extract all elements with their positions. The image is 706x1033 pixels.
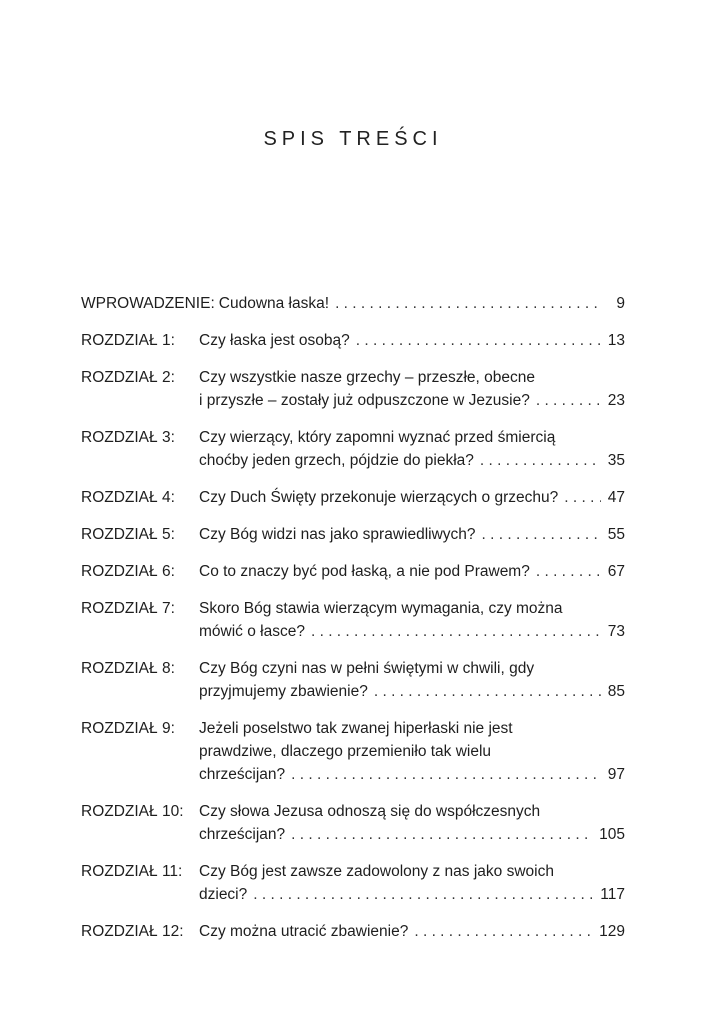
toc-entry-title-line: Czy słowa Jezusa odnoszą się do współczesnych bbox=[199, 803, 541, 820]
toc-entry-title bbox=[199, 329, 625, 352]
dot-leader bbox=[356, 329, 601, 352]
toc-entry-title bbox=[199, 366, 625, 412]
toc-entry-chapter-1 bbox=[81, 329, 625, 352]
toc-entry-title bbox=[199, 860, 625, 906]
dot-leader bbox=[536, 389, 601, 412]
toc-entry-label: ROZDZIAŁ 2: bbox=[81, 369, 175, 386]
toc-entry-title bbox=[199, 657, 625, 703]
toc-entry-title bbox=[199, 920, 625, 943]
toc-entry-title-line: Czy Duch Święty przekonuje wierzących o grzechu? bbox=[199, 489, 559, 506]
page-number: 47 bbox=[607, 489, 625, 506]
toc-entry-title-line: choćby jeden grzech, pójdzie do piekła? bbox=[199, 452, 474, 469]
toc-entry-chapter-6 bbox=[81, 560, 625, 583]
toc-entry-label: ROZDZIAŁ 5: bbox=[81, 526, 175, 543]
page-number: 105 bbox=[599, 826, 625, 843]
toc-entry-title-line: przyjmujemy zbawienie? bbox=[199, 683, 368, 700]
dot-leader bbox=[482, 523, 601, 546]
page-number: 117 bbox=[600, 886, 625, 903]
page-title: SPIS TREŚCI bbox=[263, 128, 443, 150]
toc-entry-title bbox=[199, 800, 625, 846]
page-number: 9 bbox=[616, 295, 625, 312]
toc-entry-title-line: Cudowna łaska! bbox=[218, 295, 330, 312]
toc-entry-chapter-2 bbox=[81, 366, 625, 412]
toc-entry-label: WPROWADZENIE: bbox=[81, 295, 215, 312]
toc-entry-title-line: dzieci? bbox=[199, 886, 248, 903]
page-number: 13 bbox=[607, 332, 625, 349]
toc-entry-label: ROZDZIAŁ 6: bbox=[81, 563, 175, 580]
page-number: 35 bbox=[607, 452, 625, 469]
toc-entry-title-line: prawdziwe, dlaczego przemieniło tak wielu bbox=[199, 743, 492, 760]
toc-entry-introduction bbox=[81, 292, 625, 315]
dot-leader bbox=[253, 883, 594, 906]
toc-entry-label: ROZDZIAŁ 4: bbox=[81, 489, 175, 506]
toc-entry-chapter-10 bbox=[81, 800, 625, 846]
dot-leader bbox=[311, 620, 601, 643]
toc-entry-label: ROZDZIAŁ 1: bbox=[81, 332, 175, 349]
page-number: 67 bbox=[607, 563, 625, 580]
toc-entry-title-line: Czy Bóg jest zawsze zadowolony z nas jako swoich bbox=[199, 863, 554, 880]
toc-entry-title-line: Czy łaska jest osobą? bbox=[199, 332, 350, 349]
toc-entry-chapter-4 bbox=[81, 486, 625, 509]
dot-leader bbox=[335, 292, 601, 315]
page-number: 97 bbox=[607, 766, 625, 783]
page-number: 73 bbox=[607, 623, 625, 640]
page-number: 129 bbox=[599, 923, 625, 940]
toc-entry-chapter-3 bbox=[81, 426, 625, 472]
toc-entry-title-line: Co to znaczy być pod łaską, a nie pod Prawem? bbox=[199, 563, 530, 580]
dot-leader bbox=[291, 823, 593, 846]
page-number: 85 bbox=[607, 683, 625, 700]
toc-entry-title-line: Czy można utracić zbawienie? bbox=[199, 923, 409, 940]
toc-entry-label: ROZDZIAŁ 9: bbox=[81, 720, 175, 737]
toc-entry-title bbox=[199, 560, 625, 583]
dot-leader bbox=[564, 486, 601, 509]
toc-entry-title-line: i przyszłe – zostały już odpuszczone w Jezusie? bbox=[199, 392, 530, 409]
toc-entry-title-line: Czy wierzący, który zapomni wyznać przed śmiercią bbox=[199, 429, 556, 446]
toc-entry-title bbox=[199, 426, 625, 472]
toc-entry-label: ROZDZIAŁ 10: bbox=[81, 803, 184, 820]
toc-entry-chapter-8 bbox=[81, 657, 625, 703]
toc-entry-chapter-9 bbox=[81, 717, 625, 786]
toc-entry-title-line: Jeżeli poselstwo tak zwanej hiperłaski nie jest bbox=[199, 720, 513, 737]
dot-leader bbox=[291, 763, 601, 786]
toc-entry-title-line: chrześcijan? bbox=[199, 766, 286, 783]
toc-entry-title bbox=[219, 292, 625, 315]
toc-entry-title bbox=[199, 523, 625, 546]
toc-entry-label: ROZDZIAŁ 7: bbox=[81, 600, 175, 617]
toc-entry-title bbox=[199, 597, 625, 643]
toc-entry-title-line: Czy Bóg widzi nas jako sprawiedliwych? bbox=[199, 526, 476, 543]
dot-leader bbox=[480, 449, 601, 472]
toc-entry-title-line: Czy wszystkie nasze grzechy – przeszłe, obecne bbox=[199, 369, 535, 386]
table-of-contents bbox=[81, 292, 625, 957]
toc-entry-title-line: chrześcijan? bbox=[199, 826, 286, 843]
toc-entry-label: ROZDZIAŁ 11: bbox=[81, 863, 183, 880]
toc-entry-label: ROZDZIAŁ 3: bbox=[81, 429, 175, 446]
toc-entry-label: ROZDZIAŁ 12: bbox=[81, 923, 184, 940]
page-number: 55 bbox=[607, 526, 625, 543]
toc-entry-title-line: Czy Bóg czyni nas w pełni świętymi w chwili, gdy bbox=[199, 660, 535, 677]
toc-entry-chapter-12 bbox=[81, 920, 625, 943]
dot-leader bbox=[414, 920, 593, 943]
dot-leader bbox=[374, 680, 601, 703]
toc-entry-title-line: mówić o łasce? bbox=[199, 623, 305, 640]
toc-entry-chapter-5 bbox=[81, 523, 625, 546]
toc-entry-title-line: Skoro Bóg stawia wierzącym wymagania, czy można bbox=[199, 600, 563, 617]
toc-entry-chapter-7 bbox=[81, 597, 625, 643]
dot-leader bbox=[536, 560, 601, 583]
toc-entry-title bbox=[199, 486, 625, 509]
toc-entry-title bbox=[199, 717, 625, 786]
toc-entry-chapter-11 bbox=[81, 860, 625, 906]
page-number: 23 bbox=[607, 392, 625, 409]
toc-entry-label: ROZDZIAŁ 8: bbox=[81, 660, 175, 677]
